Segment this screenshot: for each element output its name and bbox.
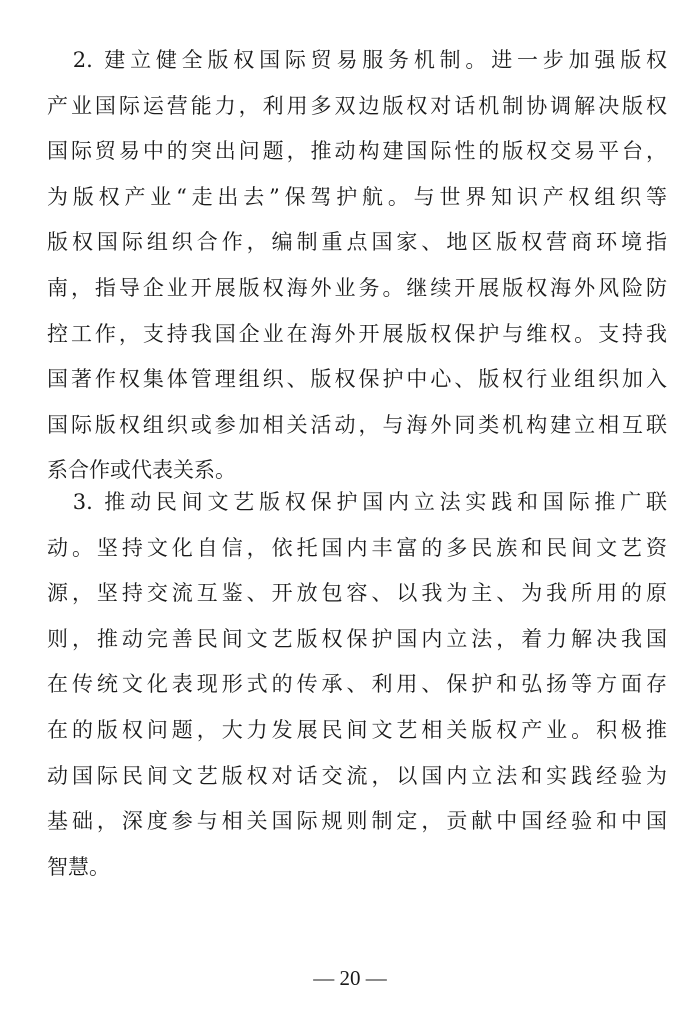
paragraph-line: 国际版权组织或参加相关活动，与海外同类机构建立相互联 [47, 412, 667, 437]
paragraph-line: 动。坚持文化自信，依托国内丰富的多民族和民间文艺资 [47, 535, 667, 560]
paragraph-copyright-trade-mechanism [47, 38, 667, 494]
paragraph-line: 南，指导企业开展版权海外业务。继续开展版权海外风险防 [47, 275, 667, 300]
page-number: — 20 — [313, 966, 387, 990]
paragraph-folk-art-copyright [47, 480, 667, 890]
paragraph-line: 3. 推动民间文艺版权保护国内立法实践和国际推广联 [47, 490, 667, 514]
paragraph-line: 动国际民间文艺版权对话交流，以国内立法和实践经验为 [47, 763, 667, 788]
paragraph-line: 国际贸易中的突出问题，推动构建国际性的版权交易平台， [47, 139, 667, 164]
paragraph-line: 智慧。 [47, 854, 110, 879]
paragraph-line: 在传统文化表现形式的传承、利用、保护和弘扬等方面存 [47, 672, 667, 697]
paragraph-line: 产业国际运营能力，利用多双边版权对话机制协调解决版权 [47, 93, 667, 118]
paragraph-line: 2. 建立健全版权国际贸易服务机制。进一步加强版权 [47, 48, 667, 72]
paragraph-line: 为版权产业“走出去”保驾护航。与世界知识产权组织等 [47, 184, 667, 209]
paragraph-line: 国著作权集体管理组织、版权保护中心、版权行业组织加入 [47, 367, 667, 392]
paragraph-line: 系合作或代表关系。 [47, 458, 236, 483]
paragraph-line: 版权国际组织合作，编制重点国家、地区版权营商环境指 [47, 230, 667, 255]
paragraph-line: 基础，深度参与相关国际规则制定，贡献中国经验和中国 [47, 809, 667, 834]
paragraph-line: 在的版权问题，大力发展民间文艺相关版权产业。积极推 [47, 717, 667, 742]
paragraph-line: 源，坚持交流互鉴、开放包容、以我为主、为我所用的原 [47, 581, 667, 606]
paragraph-line: 控工作，支持我国企业在海外开展版权保护与维权。支持我 [47, 321, 667, 346]
paragraph-line: 则，推动完善民间文艺版权保护国内立法，着力解决我国 [47, 626, 667, 651]
